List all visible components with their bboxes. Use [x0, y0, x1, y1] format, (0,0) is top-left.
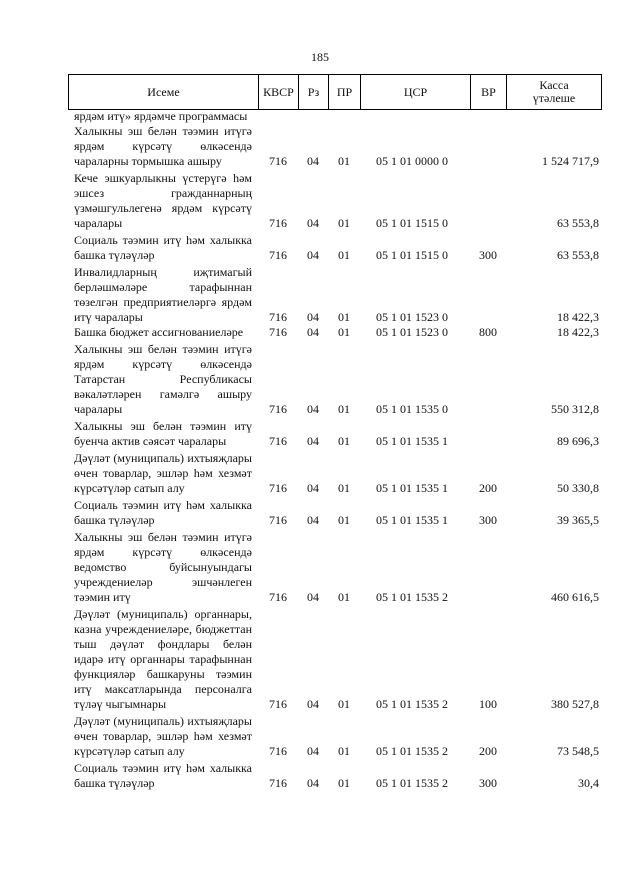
row-rz: 04 — [307, 776, 319, 790]
row-name: Кече эшкуарлыкны үстерүгә һәм эшсез гражданнарның үзмәшгульлегенә ярдәм күрсәтү чаралары — [74, 171, 252, 230]
row-sum — [506, 109, 601, 124]
row-name: Башка бюджет ассигнованиеләре — [74, 325, 244, 339]
row-csr: 05 1 01 1535 2 — [376, 744, 448, 758]
row-vr — [470, 417, 506, 449]
row-csr: 05 1 01 1535 2 — [376, 590, 448, 604]
table-row — [68, 712, 601, 759]
row-kvsr: 716 — [269, 697, 287, 711]
table-row — [68, 759, 601, 791]
row-sum: 63 553,8 — [557, 216, 599, 230]
table-row — [68, 340, 601, 417]
row-csr: 05 1 01 1535 2 — [376, 776, 448, 790]
row-sum: 1 524 717,9 — [542, 154, 599, 168]
header-sum — [507, 75, 602, 110]
table-row — [68, 325, 601, 340]
row-name: Халыкны эш белән тәэмин итүгә ярдәм күрсәтү өлкәсендә ведомство буйсынуындагы учреждениеләр эшчәнлеген тәэмин итү — [74, 530, 252, 604]
row-vr — [470, 124, 506, 169]
row-pr: 01 — [338, 697, 350, 711]
row-rz: 04 — [307, 481, 319, 495]
row-vr — [470, 528, 506, 605]
row-rz: 04 — [307, 310, 319, 324]
row-sum: 63 553,8 — [557, 248, 599, 262]
row-name: ярдәм итү» ярдәмче программасы — [74, 109, 248, 123]
table-row — [68, 169, 601, 231]
row-rz: 04 — [307, 154, 319, 168]
row-sum: 89 696,3 — [557, 434, 599, 448]
row-sum: 380 527,8 — [551, 697, 599, 711]
header-vr: ВР — [471, 75, 507, 110]
row-pr — [328, 109, 360, 124]
row-vr: 100 — [479, 697, 497, 711]
row-sum: 73 548,5 — [557, 744, 599, 758]
row-vr: 800 — [479, 325, 497, 339]
header-rz: Рз — [299, 75, 329, 110]
row-rz — [298, 109, 328, 124]
row-kvsr: 716 — [269, 776, 287, 790]
header-sum-line2: үтәлеше — [532, 91, 576, 105]
header-row — [69, 75, 602, 110]
row-vr — [470, 340, 506, 417]
row-vr — [470, 263, 506, 325]
header-pr: ПР — [329, 75, 361, 110]
row-csr: 05 1 01 1535 1 — [376, 434, 448, 448]
row-csr: 05 1 01 1535 0 — [376, 402, 448, 416]
row-rz: 04 — [307, 744, 319, 758]
header-kvsr: КВСР — [259, 75, 299, 110]
table-body — [68, 109, 601, 791]
row-pr: 01 — [338, 154, 350, 168]
row-pr: 01 — [338, 310, 350, 324]
row-kvsr: 716 — [269, 481, 287, 495]
header-name: Исеме — [69, 75, 259, 110]
row-rz: 04 — [307, 248, 319, 262]
row-kvsr — [258, 109, 298, 124]
row-pr: 01 — [338, 216, 350, 230]
row-pr: 01 — [338, 513, 350, 527]
row-name: Халыкны эш белән тәэмин итүгә ярдәм күрсәтү өлкәсендә Татарстан Республикасы вәкаләтләрен гамәлгә ашыру чаралары — [74, 342, 252, 416]
table-row — [68, 528, 601, 605]
table-row — [68, 605, 601, 712]
row-kvsr: 716 — [269, 402, 287, 416]
row-kvsr: 716 — [269, 744, 287, 758]
table-row — [68, 109, 601, 124]
table-row — [68, 124, 601, 169]
row-rz: 04 — [307, 590, 319, 604]
row-pr: 01 — [338, 776, 350, 790]
row-name: Дәүләт (муниципаль) ихтыяҗлары өчен товарлар, эшләр һәм хезмәт күрсәтүләр сатып алу — [74, 714, 252, 758]
table-row — [68, 417, 601, 449]
row-vr — [470, 169, 506, 231]
row-kvsr: 716 — [269, 248, 287, 262]
row-pr: 01 — [338, 434, 350, 448]
row-csr: 05 1 01 1523 0 — [376, 310, 448, 324]
row-csr: 05 1 01 1523 0 — [376, 325, 448, 339]
row-sum: 460 616,5 — [551, 590, 599, 604]
header-csr: ЦСР — [361, 75, 471, 110]
row-name: Халыкны эш белән тәэмин итү буенча актив сәясәт чаралары — [74, 419, 252, 448]
row-kvsr: 716 — [269, 216, 287, 230]
row-pr: 01 — [338, 248, 350, 262]
page-number: 185 — [311, 50, 329, 64]
row-rz: 04 — [307, 216, 319, 230]
row-csr: 05 1 01 1535 1 — [376, 513, 448, 527]
table-row — [68, 231, 601, 263]
row-vr: 300 — [479, 248, 497, 262]
row-csr: 05 1 01 1515 0 — [376, 248, 448, 262]
row-pr: 01 — [338, 590, 350, 604]
row-name: Халыкны эш белән тәэмин итүгә ярдәм күрсәтү өлкәсендә чараларны тормышка ашыру — [74, 124, 252, 168]
row-rz: 04 — [307, 325, 319, 339]
table-row — [68, 263, 601, 325]
row-name: Социаль тәэмин итү һәм халыкка башка түләүләр — [74, 498, 252, 527]
row-vr — [470, 109, 506, 124]
row-name: Инвалидларның иҗтимагый берләшмәләре тарафыннан төзелгән предприятиеләргә ярдәм итү чаралары — [74, 265, 252, 324]
row-name: Дәүләт (муниципаль) органнары, казна учреждениеләре, бюджеттан тыш дәүләт фондлары белән идарә итү органнары тарафыннан функцияләр башкаруны тәэмин итү максатларында персоналга түләү чыгымнары — [74, 607, 252, 711]
table-row — [68, 496, 601, 528]
row-rz: 04 — [307, 434, 319, 448]
row-vr: 200 — [479, 744, 497, 758]
row-sum: 18 422,3 — [557, 310, 599, 324]
row-vr: 200 — [479, 481, 497, 495]
row-csr: 05 1 01 1535 1 — [376, 481, 448, 495]
row-csr: 05 1 01 1535 2 — [376, 697, 448, 711]
row-vr: 300 — [479, 513, 497, 527]
row-rz: 04 — [307, 402, 319, 416]
row-name: Дәүләт (муниципаль) ихтыяҗлары өчен товарлар, эшләр һәм хезмәт күрсәтүләр сатып алу — [74, 451, 252, 495]
row-kvsr: 716 — [269, 434, 287, 448]
row-vr: 300 — [479, 776, 497, 790]
table-row — [68, 449, 601, 496]
row-pr: 01 — [338, 481, 350, 495]
row-rz: 04 — [307, 513, 319, 527]
row-kvsr: 716 — [269, 325, 287, 339]
row-csr: 05 1 01 1515 0 — [376, 216, 448, 230]
row-sum: 30,4 — [578, 776, 599, 790]
row-pr: 01 — [338, 744, 350, 758]
row-csr: 05 1 01 0000 0 — [376, 154, 448, 168]
row-kvsr: 716 — [269, 310, 287, 324]
row-sum: 50 330,8 — [557, 481, 599, 495]
row-pr: 01 — [338, 402, 350, 416]
row-kvsr: 716 — [269, 154, 287, 168]
row-name: Социаль тәэмин итү һәм халыкка башка түләүләр — [74, 233, 252, 262]
row-sum: 550 312,8 — [551, 402, 599, 416]
row-kvsr: 716 — [269, 513, 287, 527]
row-kvsr: 716 — [269, 590, 287, 604]
row-sum: 39 365,5 — [557, 513, 599, 527]
row-rz: 04 — [307, 697, 319, 711]
row-name: Социаль тәэмин итү һәм халыкка башка түләүләр — [74, 761, 252, 790]
row-csr — [360, 109, 470, 124]
row-sum: 18 422,3 — [557, 325, 599, 339]
table-header — [68, 74, 602, 110]
header-sum-line1: Касса — [539, 78, 569, 92]
row-pr: 01 — [338, 325, 350, 339]
